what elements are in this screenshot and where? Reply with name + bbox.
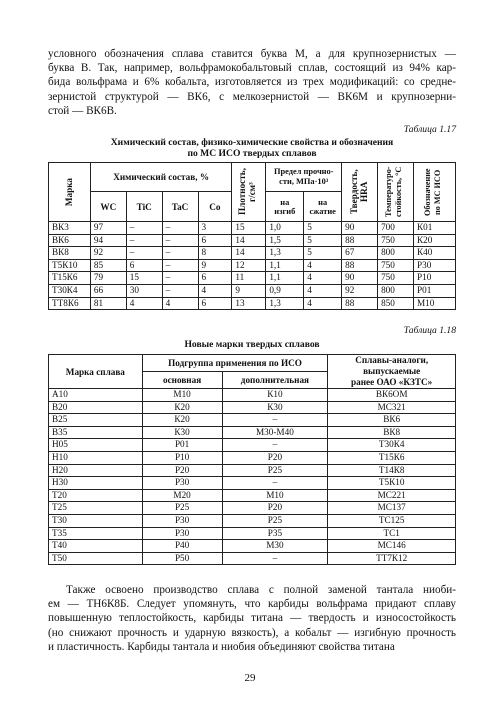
table1-header-bend: на изгиб [266, 192, 304, 222]
table1-body [49, 222, 456, 310]
table2-body [49, 389, 456, 565]
table1-header-wc: WC [90, 192, 126, 222]
table-cell: М20 [142, 489, 222, 502]
table-cell: Р30 [142, 514, 222, 527]
table-cell: К10 [222, 389, 328, 402]
table-cell: 1,3 [266, 247, 304, 260]
table-cell: – [222, 552, 328, 565]
table1-header-mark: Марка [49, 163, 91, 222]
table1-title-line2: по МС ИСО твердых сплавов [187, 148, 317, 159]
table-cell: – [162, 234, 198, 247]
table2-header-extra: дополнительная [222, 372, 328, 389]
table-cell: 90 [342, 272, 378, 285]
table-cell: – [162, 222, 198, 235]
table-cell: 6 [198, 234, 232, 247]
table-cell: 5 [304, 222, 342, 235]
paragraph-line: (но снижают прочность и ударную вязкость), а кобальт — изгибную прочность [48, 626, 456, 639]
table-row [49, 489, 456, 502]
table-row [49, 552, 456, 565]
table-row [49, 401, 456, 414]
table-cell: ВК6 [328, 414, 456, 427]
table-cell: 800 [378, 247, 414, 260]
table-cell: Т15К6 [328, 451, 456, 464]
table-cell: 92 [90, 247, 126, 260]
row-mark-cell: ТТ8К6 [49, 297, 91, 310]
table-cell: 88 [342, 259, 378, 272]
table-cell: МС137 [328, 502, 456, 515]
table-cell: 12 [232, 259, 266, 272]
table1-header-compress: на сжатие [304, 192, 342, 222]
table-cell: ВК6ОМ [328, 389, 456, 402]
row-mark-cell: Н10 [49, 451, 143, 464]
table-row [49, 477, 456, 490]
row-mark-cell: Н30 [49, 477, 143, 490]
table-cell: 4 [304, 259, 342, 272]
table2-header-main: основная [142, 372, 222, 389]
table-cell: Р30 [142, 477, 222, 490]
row-mark-cell: В20 [49, 401, 143, 414]
paragraph-line: ем — ТН6К8Б. Следует упомянуть, что карбиды вольфрама придают сплаву [48, 598, 456, 611]
table-cell: 750 [378, 259, 414, 272]
table-cell: 1,1 [266, 272, 304, 285]
table-cell: М10 [222, 489, 328, 502]
table-cell: К30 [222, 401, 328, 414]
table-cell: МС146 [328, 540, 456, 553]
row-mark-cell: Т20 [49, 489, 143, 502]
table1-header-tic: TiC [126, 192, 162, 222]
table-row [49, 514, 456, 527]
table1-header-iso: Обозначение по МС ИСО [414, 163, 456, 222]
row-mark-cell: ВК6 [49, 234, 91, 247]
table-cell: – [126, 222, 162, 235]
table-cell: 92 [342, 284, 378, 297]
paragraph-line: буква В. Так, например, вольфрамокобальтовый сплав, состоящий из 94% кар- [48, 62, 456, 75]
table-cell: Р25 [142, 502, 222, 515]
table-cell: 4 [304, 284, 342, 297]
table-cell: ТС1 [328, 527, 456, 540]
table-cell: 4 [198, 284, 232, 297]
table-cell: 94 [90, 234, 126, 247]
table-cell: М30 [222, 540, 328, 553]
table-cell: К40 [414, 247, 456, 260]
row-mark-cell: Т25 [49, 502, 143, 515]
table-cell: – [222, 439, 328, 452]
table-cell: ВК8 [328, 426, 456, 439]
table-cell: Р20 [222, 502, 328, 515]
table-cell: 1,0 [266, 222, 304, 235]
row-mark-cell: Т30К4 [49, 284, 91, 297]
paragraph-line: стой — ВК6В. [48, 104, 117, 117]
table2-header-mark: Марка сплава [49, 355, 143, 389]
table1-header-density: Плотность, г/см³ [232, 163, 266, 222]
table-cell: Р40 [142, 540, 222, 553]
table-cell: К20 [142, 401, 222, 414]
table-cell: 3 [198, 222, 232, 235]
table-cell: Т14К8 [328, 464, 456, 477]
row-mark-cell: В25 [49, 414, 143, 427]
table-cell: Р20 [222, 451, 328, 464]
table-cell: 5 [304, 247, 342, 260]
table1-title [48, 137, 456, 159]
paragraph-line: Также освоено производство сплава с полной заменой тантала ниоби- [66, 584, 456, 596]
table-cell: 700 [378, 222, 414, 235]
table-cell: М30-М40 [222, 426, 328, 439]
table-cell: 90 [342, 222, 378, 235]
table1 [48, 162, 456, 310]
table-row [49, 451, 456, 464]
row-mark-cell: Т50 [49, 552, 143, 565]
table-cell: 850 [378, 297, 414, 310]
table-cell: 67 [342, 247, 378, 260]
table-row [49, 540, 456, 553]
table1-header-co: Co [198, 192, 232, 222]
table-cell: – [126, 234, 162, 247]
row-mark-cell: А10 [49, 389, 143, 402]
table2 [48, 354, 456, 565]
top-paragraph [48, 47, 456, 118]
table-cell: 0,9 [266, 284, 304, 297]
table-cell: 4 [126, 297, 162, 310]
table-cell: 15 [232, 222, 266, 235]
table-cell: 6 [198, 297, 232, 310]
table-cell: Р30 [142, 527, 222, 540]
row-mark-cell: Н05 [49, 439, 143, 452]
table-cell: 4 [304, 297, 342, 310]
table-cell: – [222, 477, 328, 490]
paragraph-line: бида вольфрама и 6% кобальта, изготовляется из трех модификаций: со средне- [48, 76, 456, 89]
table-cell: 14 [232, 247, 266, 260]
table-cell: 30 [126, 284, 162, 297]
table-cell: 11 [232, 272, 266, 285]
table-cell: К20 [142, 414, 222, 427]
table-cell: 6 [126, 259, 162, 272]
table-cell: Р10 [142, 451, 222, 464]
table-cell: М10 [142, 389, 222, 402]
row-mark-cell: ВК8 [49, 247, 91, 260]
table-cell: Р25 [222, 514, 328, 527]
table-cell: Р35 [222, 527, 328, 540]
table-cell: К30 [142, 426, 222, 439]
table-cell: – [162, 259, 198, 272]
table2-title: Новые марки твердых сплавов [184, 339, 320, 350]
table1-header-tac: TaC [162, 192, 198, 222]
row-mark-cell: Т15К6 [49, 272, 91, 285]
table-cell: 14 [232, 234, 266, 247]
table1-header-heat: Температуро-стойкость, °С [378, 163, 414, 222]
table1-header-chem: Химический состав, % [90, 163, 231, 192]
table-cell: 81 [90, 297, 126, 310]
table-cell: 4 [162, 297, 198, 310]
paragraph-line: и пластичность. Карбиды тантала и ниобия объединяют свойства титана [48, 640, 395, 653]
table-cell: 85 [90, 259, 126, 272]
table-cell: – [222, 414, 328, 427]
table-cell: Т30К4 [328, 439, 456, 452]
table-cell: – [162, 247, 198, 260]
table-cell: 9 [198, 259, 232, 272]
table-cell: ТТ7К12 [328, 552, 456, 565]
table-cell: 15 [126, 272, 162, 285]
table-cell: К01 [414, 222, 456, 235]
table-cell: 8 [198, 247, 232, 260]
table-cell: Р01 [142, 439, 222, 452]
table-cell: 79 [90, 272, 126, 285]
table-row [49, 222, 456, 235]
table-cell: 750 [378, 272, 414, 285]
table-row [49, 297, 456, 310]
table-row [49, 259, 456, 272]
table-cell: 1,3 [266, 297, 304, 310]
table-cell: 4 [304, 272, 342, 285]
table-row [49, 426, 456, 439]
table-cell: К20 [414, 234, 456, 247]
paragraph-line: условного обозначения сплава ставится буква М, а для крупнозернистых — [48, 48, 456, 60]
table-cell: – [162, 272, 198, 285]
table-cell: 1,5 [266, 234, 304, 247]
paragraph-line: зернистой структурой — ВК6, с мелкозернистой — ВК6М и крупнозерни- [48, 90, 456, 103]
table-cell: Р30 [414, 259, 456, 272]
row-mark-cell: Н20 [49, 464, 143, 477]
table-cell: М10 [414, 297, 456, 310]
table1-label: Таблица 1.17 [403, 124, 456, 135]
row-mark-cell: В35 [49, 426, 143, 439]
row-mark-cell: Т35 [49, 527, 143, 540]
table-cell: МС221 [328, 489, 456, 502]
table-cell: 800 [378, 284, 414, 297]
table2-header-group: Подгруппа применения по ИСО [142, 355, 328, 372]
table-cell: 750 [378, 234, 414, 247]
paragraph-line: повышенную теплостойкость, карбиды титана — твердость и износостойкость [48, 612, 456, 625]
row-mark-cell: ВК3 [49, 222, 91, 235]
table-cell: 6 [198, 272, 232, 285]
table-row [49, 439, 456, 452]
table-cell: 88 [342, 234, 378, 247]
table-cell: 5 [304, 234, 342, 247]
table-row [49, 464, 456, 477]
table-row [49, 414, 456, 427]
table-row [49, 247, 456, 260]
table-cell: – [162, 284, 198, 297]
table-cell: 66 [90, 284, 126, 297]
table-cell: 1,1 [266, 259, 304, 272]
table2-header-analog: Сплавы-аналоги, выпускаемые ранее ОАО «КЗТС» [328, 355, 456, 389]
table-row [49, 502, 456, 515]
table-cell: Р20 [142, 464, 222, 477]
row-mark-cell: Т40 [49, 540, 143, 553]
table-cell: Р01 [414, 284, 456, 297]
table-cell: 9 [232, 284, 266, 297]
table-cell: Р10 [414, 272, 456, 285]
table-row [49, 272, 456, 285]
table-cell: 88 [342, 297, 378, 310]
table-cell: Т5К10 [328, 477, 456, 490]
table-cell: Р25 [222, 464, 328, 477]
table1-header-hardness: Твердость, HRA [342, 163, 378, 222]
row-mark-cell: Т30 [49, 514, 143, 527]
table1-header-strength: Предел прочно-сти, МПа·10³ [266, 163, 342, 192]
table2-label: Таблица 1.18 [403, 325, 456, 336]
table-cell: МС321 [328, 401, 456, 414]
table-row [49, 284, 456, 297]
table-cell: 13 [232, 297, 266, 310]
table-row [49, 527, 456, 540]
page-number: 29 [244, 672, 256, 684]
table-cell: Р50 [142, 552, 222, 565]
table-cell: 97 [90, 222, 126, 235]
table1-title-line1: Химический состав, физико-химические свойства и обозначения [110, 137, 394, 148]
table-cell: – [126, 247, 162, 260]
table-row [49, 389, 456, 402]
row-mark-cell: Т5К10 [49, 259, 91, 272]
bottom-paragraph [48, 583, 456, 654]
table-cell: ТС125 [328, 514, 456, 527]
table-row [49, 234, 456, 247]
